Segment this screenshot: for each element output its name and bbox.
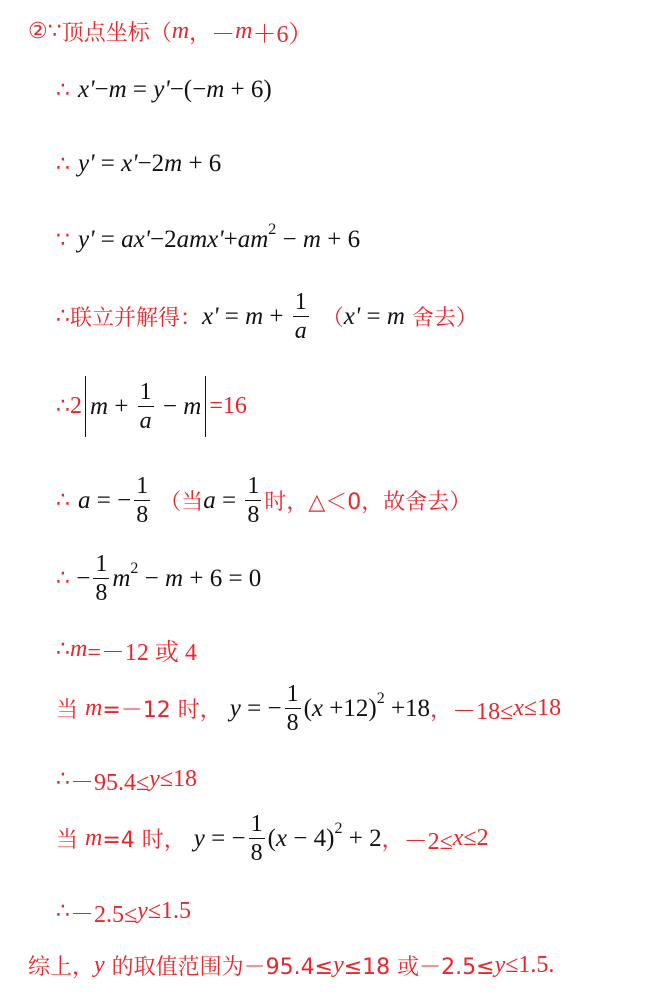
equals-sixteen: =16 xyxy=(209,393,247,419)
var-m: m xyxy=(85,825,103,851)
vertex-label: 顶点坐标（ xyxy=(61,21,172,46)
fraction-one-eighth xyxy=(134,472,150,529)
numerator: 1 xyxy=(286,681,299,707)
line-conclusion xyxy=(28,950,554,981)
m-values: =－12 或 4 xyxy=(87,640,197,666)
fraction-one-over-a xyxy=(293,288,309,345)
var-x-prime: x' xyxy=(121,150,138,177)
numerator: 1 xyxy=(247,473,260,499)
var-y: y xyxy=(494,952,506,978)
range-part: －18≤ xyxy=(452,699,514,725)
var-m: m xyxy=(245,302,264,330)
comma: ， xyxy=(381,828,404,853)
expr-part: −2 xyxy=(150,226,177,253)
line-absolute-value xyxy=(56,376,247,437)
equals-sign: = xyxy=(215,486,243,514)
therefore-symbol: ∴ xyxy=(56,304,70,329)
plus-sign: + xyxy=(263,302,290,330)
range-part: －2.5≤ xyxy=(70,902,138,928)
expr-part: + 6) xyxy=(224,76,272,103)
line-solve xyxy=(56,288,478,345)
var-m: m xyxy=(70,636,88,662)
therefore-symbol: ∴ xyxy=(56,151,70,177)
line-m-values xyxy=(56,632,197,667)
because-symbol: ∵ xyxy=(56,227,70,253)
discard-note: 舍去） xyxy=(404,306,478,331)
minus-sign: − xyxy=(94,76,109,103)
equals-minus: = − xyxy=(204,824,246,852)
numerator: 1 xyxy=(250,811,263,837)
therefore-symbol: ∴ xyxy=(56,637,70,662)
numerator: 1 xyxy=(95,551,108,577)
case-condition: =－12 时， xyxy=(102,698,222,723)
comma: ， xyxy=(189,21,212,46)
conclusion-tail: ≤1.5. xyxy=(505,952,555,978)
line-equation-3 xyxy=(56,221,361,254)
var-m: m xyxy=(90,392,109,420)
range-part: －2≤ xyxy=(403,829,453,855)
denominator: a xyxy=(294,318,307,344)
var-m: m xyxy=(108,76,127,103)
var-y: y xyxy=(94,952,105,978)
equals-minus: = − xyxy=(240,694,282,722)
var-y: y xyxy=(229,694,241,722)
absolute-value-bars xyxy=(85,376,206,437)
term-amx-prime: amx' xyxy=(176,226,224,253)
plus-sign: + xyxy=(223,226,238,253)
paren-open: ( xyxy=(267,824,276,852)
var-m: m xyxy=(164,150,183,177)
therefore-symbol: ∴ xyxy=(56,394,70,419)
var-x-prime: x' xyxy=(343,302,361,330)
discard-note: 时，△＜0，故舍去） xyxy=(264,490,472,515)
var-a: a xyxy=(78,486,91,514)
line-range-2 xyxy=(56,894,191,929)
denominator: 8 xyxy=(247,502,260,528)
range-part: －95.4≤ xyxy=(70,770,150,796)
line-equation-1 xyxy=(56,76,272,104)
denominator: a xyxy=(139,408,152,434)
exponent: 2 xyxy=(334,819,343,837)
var-y: y xyxy=(149,766,160,792)
var-a: a xyxy=(203,486,216,514)
denominator: 8 xyxy=(136,502,149,528)
denominator: 8 xyxy=(95,580,108,606)
minus-sign: － xyxy=(211,22,236,48)
paren-open: ( xyxy=(303,694,312,722)
expr-part: −2 xyxy=(137,150,165,177)
therefore-symbol: ∴ xyxy=(56,488,70,513)
var-y-prime: y' xyxy=(78,150,95,177)
range-part: ≤2 xyxy=(463,825,489,851)
numerator: 1 xyxy=(136,473,149,499)
fraction-one-eighth xyxy=(93,550,109,607)
coord-tail: ＋6） xyxy=(252,22,313,48)
equals-sign: = xyxy=(94,226,122,253)
var-m: m xyxy=(206,76,225,103)
therefore-symbol: ∴ xyxy=(56,566,70,591)
equals-sign: = xyxy=(126,76,154,103)
denominator: 8 xyxy=(250,840,263,866)
exponent: 2 xyxy=(268,221,277,238)
var-x-prime: x' xyxy=(202,302,219,330)
line-equation-2 xyxy=(56,150,221,178)
paren-open: （ xyxy=(321,306,344,331)
fraction-one-eighth xyxy=(249,810,265,867)
var-y-prime: y' xyxy=(153,76,170,103)
conclusion-text: 的取值范围为－95.4≤ xyxy=(104,955,334,980)
var-m: m xyxy=(171,18,190,44)
fraction-one-over-a xyxy=(138,378,154,435)
therefore-symbol: ∴ xyxy=(56,767,70,792)
equals-minus: = − xyxy=(90,486,132,514)
coefficient-two: 2 xyxy=(70,393,82,419)
case-prefix: 当 xyxy=(56,698,85,723)
var-x: x xyxy=(311,694,324,722)
expr-part: + 2 xyxy=(342,824,382,852)
expr-part: + 6 xyxy=(182,150,222,177)
case-condition: =4 时， xyxy=(102,828,186,853)
fraction-one-eighth xyxy=(245,472,261,529)
range-part: ≤18 xyxy=(159,766,197,792)
line-a-value xyxy=(56,472,471,529)
denominator: 8 xyxy=(286,710,299,736)
var-m: m xyxy=(183,392,202,420)
case-prefix: 当 xyxy=(56,828,85,853)
minus-sign: − xyxy=(156,392,184,420)
numerator: 1 xyxy=(139,379,152,405)
var-x: x xyxy=(275,824,288,852)
line-case-m-neg12 xyxy=(56,680,561,737)
expr-part: + 6 xyxy=(320,226,361,253)
var-m: m xyxy=(85,695,103,721)
conclusion-text: ≤18 或－2.5≤ xyxy=(343,955,495,980)
range-part: ≤1.5 xyxy=(147,898,191,924)
expr-part: − 4) xyxy=(287,824,335,852)
range-part: ≤18 xyxy=(523,695,562,721)
fraction-one-eighth xyxy=(285,680,301,737)
line-case-m-4 xyxy=(56,810,489,867)
term-ax-prime: ax' xyxy=(121,226,151,253)
circled-two-marker: ② xyxy=(28,19,48,44)
expr-part: −(− xyxy=(169,76,207,103)
var-y: y xyxy=(333,952,344,978)
var-x: x xyxy=(513,695,524,721)
term-am: am xyxy=(237,226,269,253)
var-x: x xyxy=(452,825,464,851)
var-y: y xyxy=(193,824,205,852)
comma: ， xyxy=(430,698,453,723)
var-m: m xyxy=(235,18,253,44)
conclusion-prefix: 综上， xyxy=(28,955,95,980)
equals-sign: = xyxy=(94,150,122,177)
equals-sign: = xyxy=(360,302,387,330)
var-y-prime: y' xyxy=(78,226,95,253)
minus-sign: − xyxy=(276,226,303,253)
var-x-prime: x' xyxy=(78,76,95,103)
var-m: m xyxy=(112,564,131,592)
therefore-symbol: ∴ xyxy=(56,899,70,924)
therefore-symbol: ∴ xyxy=(56,77,70,103)
var-y: y xyxy=(137,898,148,924)
minus-sign: − xyxy=(138,564,166,592)
var-m: m xyxy=(165,564,184,592)
equals-sign: = xyxy=(218,302,246,330)
expr-part: +18 xyxy=(384,694,431,722)
line-range-1 xyxy=(56,762,197,797)
exponent: 2 xyxy=(376,689,385,707)
line-quadratic-equation xyxy=(56,550,261,607)
line-vertex-coordinates xyxy=(28,14,312,49)
minus-sign: − xyxy=(70,564,91,592)
numerator: 1 xyxy=(294,289,307,315)
plus-sign: + xyxy=(108,392,135,420)
exponent: 2 xyxy=(130,559,139,577)
condition-open: （当 xyxy=(159,490,204,515)
because-symbol: ∵ xyxy=(47,19,62,44)
var-m: m xyxy=(386,302,405,330)
expr-part: +12) xyxy=(323,694,377,722)
expr-part: + 6 = 0 xyxy=(183,564,262,592)
var-m: m xyxy=(302,226,321,253)
solve-label: 联立并解得： xyxy=(70,306,203,331)
